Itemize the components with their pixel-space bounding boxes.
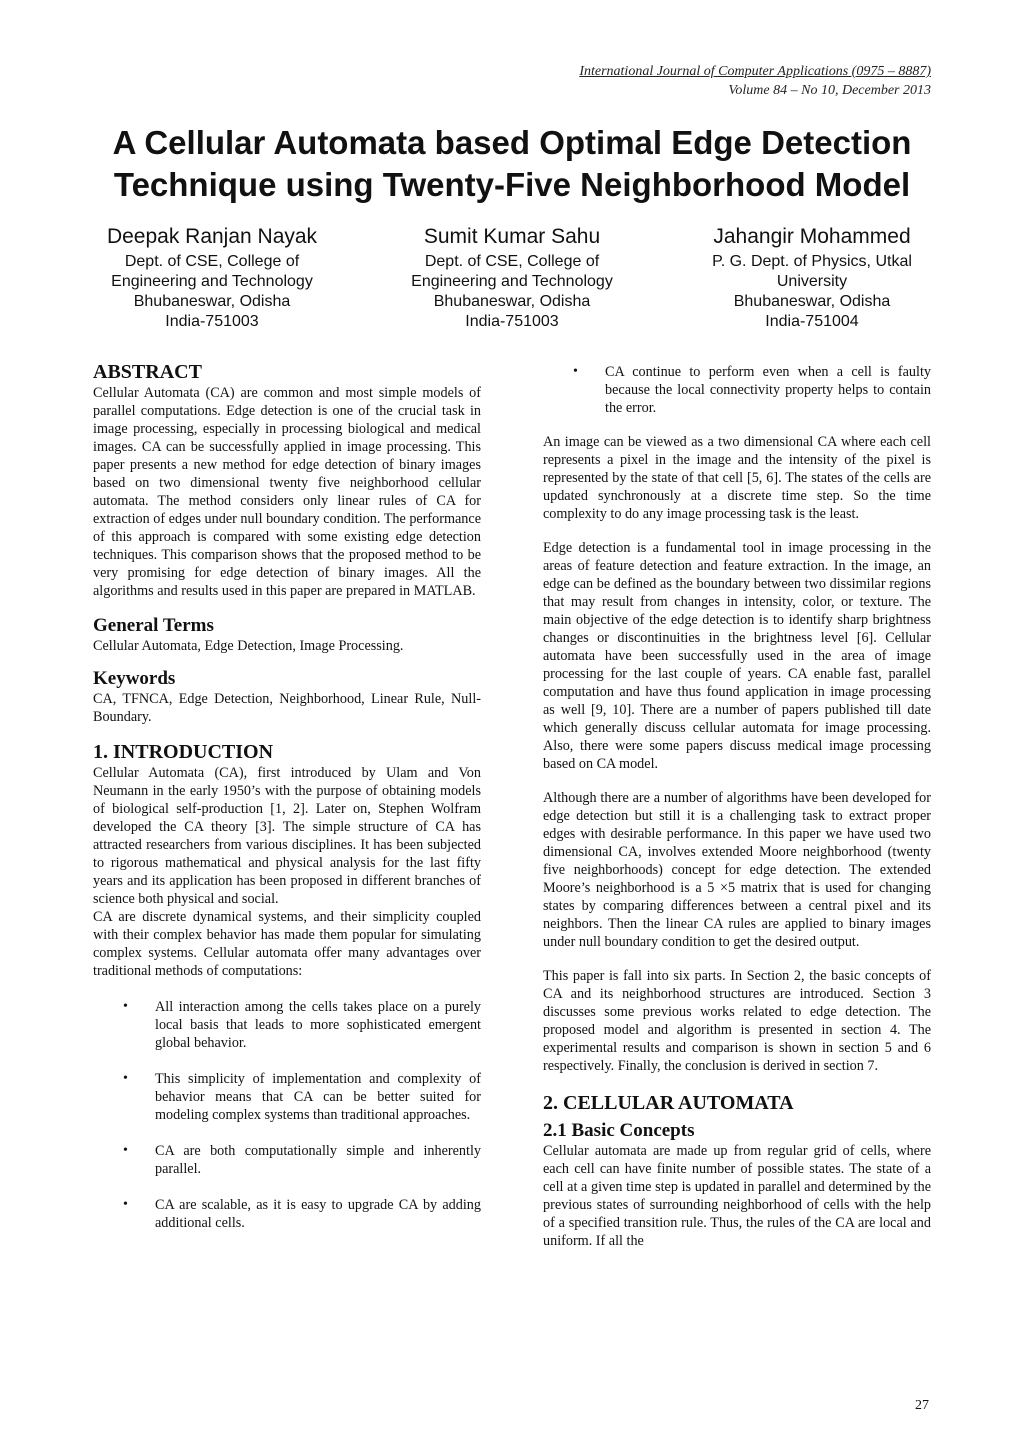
list-item: • All interaction among the cells takes place on a purely local basis that leads to more sophisticated emergent global behavior. [123,999,481,1051]
list-item: • This simplicity of implementation and complexity of behavior means that CA can be better suited for modeling complex systems than traditional approaches. [123,1071,481,1123]
list-item: • CA are both computationally simple and inherently parallel. [123,1143,481,1177]
advantages-list [93,998,481,1232]
intro-paragraph: An image can be viewed as a two dimensional CA where each cell represents a pixel in the image and the intensity of the pixel is represented by the state of that cell [5, 6]. The states of the cells are updated synchronously at a discrete time step. So the time complexity to do any image processing task is the least. [543,434,931,522]
author-affiliation: Dept. of CSE, College of [424,253,600,270]
advantages-list-continued [543,363,931,417]
left-column [93,360,481,1232]
bullet-icon: • [573,364,578,379]
bullet-icon: • [123,999,128,1014]
section-2-heading: 2. CELLULAR AUTOMATA [543,1092,794,1114]
author-name: Deepak Ranjan Nayak [106,225,318,248]
author-city: Bhubaneswar, Odisha [133,293,291,310]
subsection-2-1-heading: 2.1 Basic Concepts [543,1120,695,1141]
author-name: Sumit Kumar Sahu [423,225,601,248]
author-city: Bhubaneswar, Odisha [733,293,891,310]
author-city: Bhubaneswar, Odisha [433,293,591,310]
right-column [543,360,931,1250]
keywords-heading: Keywords [93,668,176,689]
list-item: • CA are scalable, as it is easy to upgrade CA by adding additional cells. [123,1197,481,1231]
section-2-paragraph: Cellular automata are made up from regular grid of cells, where each cell can have finite number of possible states. The state of a cell at a given time step is updated in parallel and determined by the previous states of surrounding neighborhood of cells with the help of a specified transition rule. Thus, the rules of the CA are local and uniform. If all the [543,1143,931,1249]
intro-paragraph: This paper is fall into six parts. In Section 2, the basic concepts of CA and its neighborhood structures are introduced. Section 3 discusses some previous works related to edge detection. The proposed model and algorithm is presented in section 4. The experimental results and comparison is shown in section 5 and 6 respectively. Finally, the conclusion is derived in section 7. [543,968,931,1074]
bullet-icon: • [123,1071,128,1086]
list-item: • CA continue to perform even when a cell is faulty because the local connectivity property helps to contain the error. [573,364,931,416]
volume-info: Volume 84 – No 10, December 2013 [728,83,931,98]
author-pin: India-751003 [465,313,559,330]
general-terms-text: Cellular Automata, Edge Detection, Image Processing. [93,638,404,654]
author-affiliation: University [776,273,848,290]
intro-paragraph: Cellular Automata (CA), first introduced by Ulam and Von Neumann in the early 1950’s with the purpose of obtaining models of biological self-production [1, 2]. Later on, Stephen Wolfram developed the CA theory [3]. The simple structure of CA has attracted researchers from various disciplines. It has been subjected to rigorous mathematical and physical analysis for the last fifty years and its application has been proposed in different branches of science both physical and social. [93,765,481,907]
abstract-text: Cellular Automata (CA) are common and most simple models of parallel computations. Edge detection is one of the crucial task in image processing, especially in processing biological and medical images. CA can be successfully applied in image processing. This paper presents a new method for edge detection of binary images based on two dimensional twenty five neighborhood cellular automata. The method considers only linear rules of CA for extraction of edges under null boundary condition. The performance of this approach is compared with some existing edge detection techniques. This comparison shows that the proposed method to be very promising for edge detection of binary images. All the algorithms and results used in this paper are prepared in MATLAB. [93,385,481,599]
intro-paragraph: Although there are a number of algorithms have been developed for edge detection but still it is a challenging task to extract proper edges with desirable performance. In this paper we have used two dimensional CA, involves extended Moore neighborhood (twenty five neighborhoods) concept for edge detection. The extended Moore’s neighborhood is a 5 ×5 matrix that is used for changing states by comparing differences between a central pixel and its neighbors. Then the linear CA rules are applied to binary images under null boundary condition to get the desired output. [543,790,931,950]
intro-paragraph: Edge detection is a fundamental tool in image processing in the areas of feature detection and feature extraction. In the image, an edge can be defined as the boundary between two dissimilar regions that may result from changes in intensity, color, or texture. The main objective of the edge detection is to identify sharp brightness changes or discontinuities in the brightness level [6]. Cellular automata have been successfully used in the area of image processing for the last couple of years. CA enable fast, parallel computation and have thus found application in image processing as well [9, 10]. There are a number of papers published till date which generally discuss cellular automata for image processing. Also, there were some papers discuss medical image processing based on CA model. [543,540,931,772]
general-terms-heading: General Terms [93,615,214,636]
keywords-text: CA, TFNCA, Edge Detection, Neighborhood, Linear Rule, Null- Boundary. [93,691,481,725]
author-block [662,224,962,332]
bullet-icon: • [123,1143,128,1158]
author-pin: India-751004 [765,313,859,330]
author-affiliation: Engineering and Technology [111,273,313,290]
title-line-2: Technique using Twenty-Five Neighborhood Model [113,166,911,203]
author-name: Jahangir Mohammed [713,225,911,248]
paper-title [0,122,1024,206]
author-block [62,224,362,332]
title-line-1: A Cellular Automata based Optimal Edge Detection [112,124,912,161]
author-affiliation: Dept. of CSE, College of [124,253,300,270]
author-block [362,224,662,332]
intro-paragraph: CA are discrete dynamical systems, and their simplicity coupled with their complex behavior has made them popular for simulating complex systems. Cellular automata offer many advantages over traditional methods of computations: [93,909,481,979]
bullet-icon: • [123,1197,128,1212]
author-affiliation: P. G. Dept. of Physics, Utkal [712,253,912,270]
running-header [579,62,931,100]
author-pin: India-751003 [165,313,259,330]
author-affiliation: Engineering and Technology [411,273,613,290]
introduction-heading: 1. INTRODUCTION [93,741,274,763]
journal-name: International Journal of Computer Applications (0975 – 8887) [579,64,931,79]
abstract-heading: ABSTRACT [93,361,202,383]
page-number: 27 [915,1398,929,1413]
